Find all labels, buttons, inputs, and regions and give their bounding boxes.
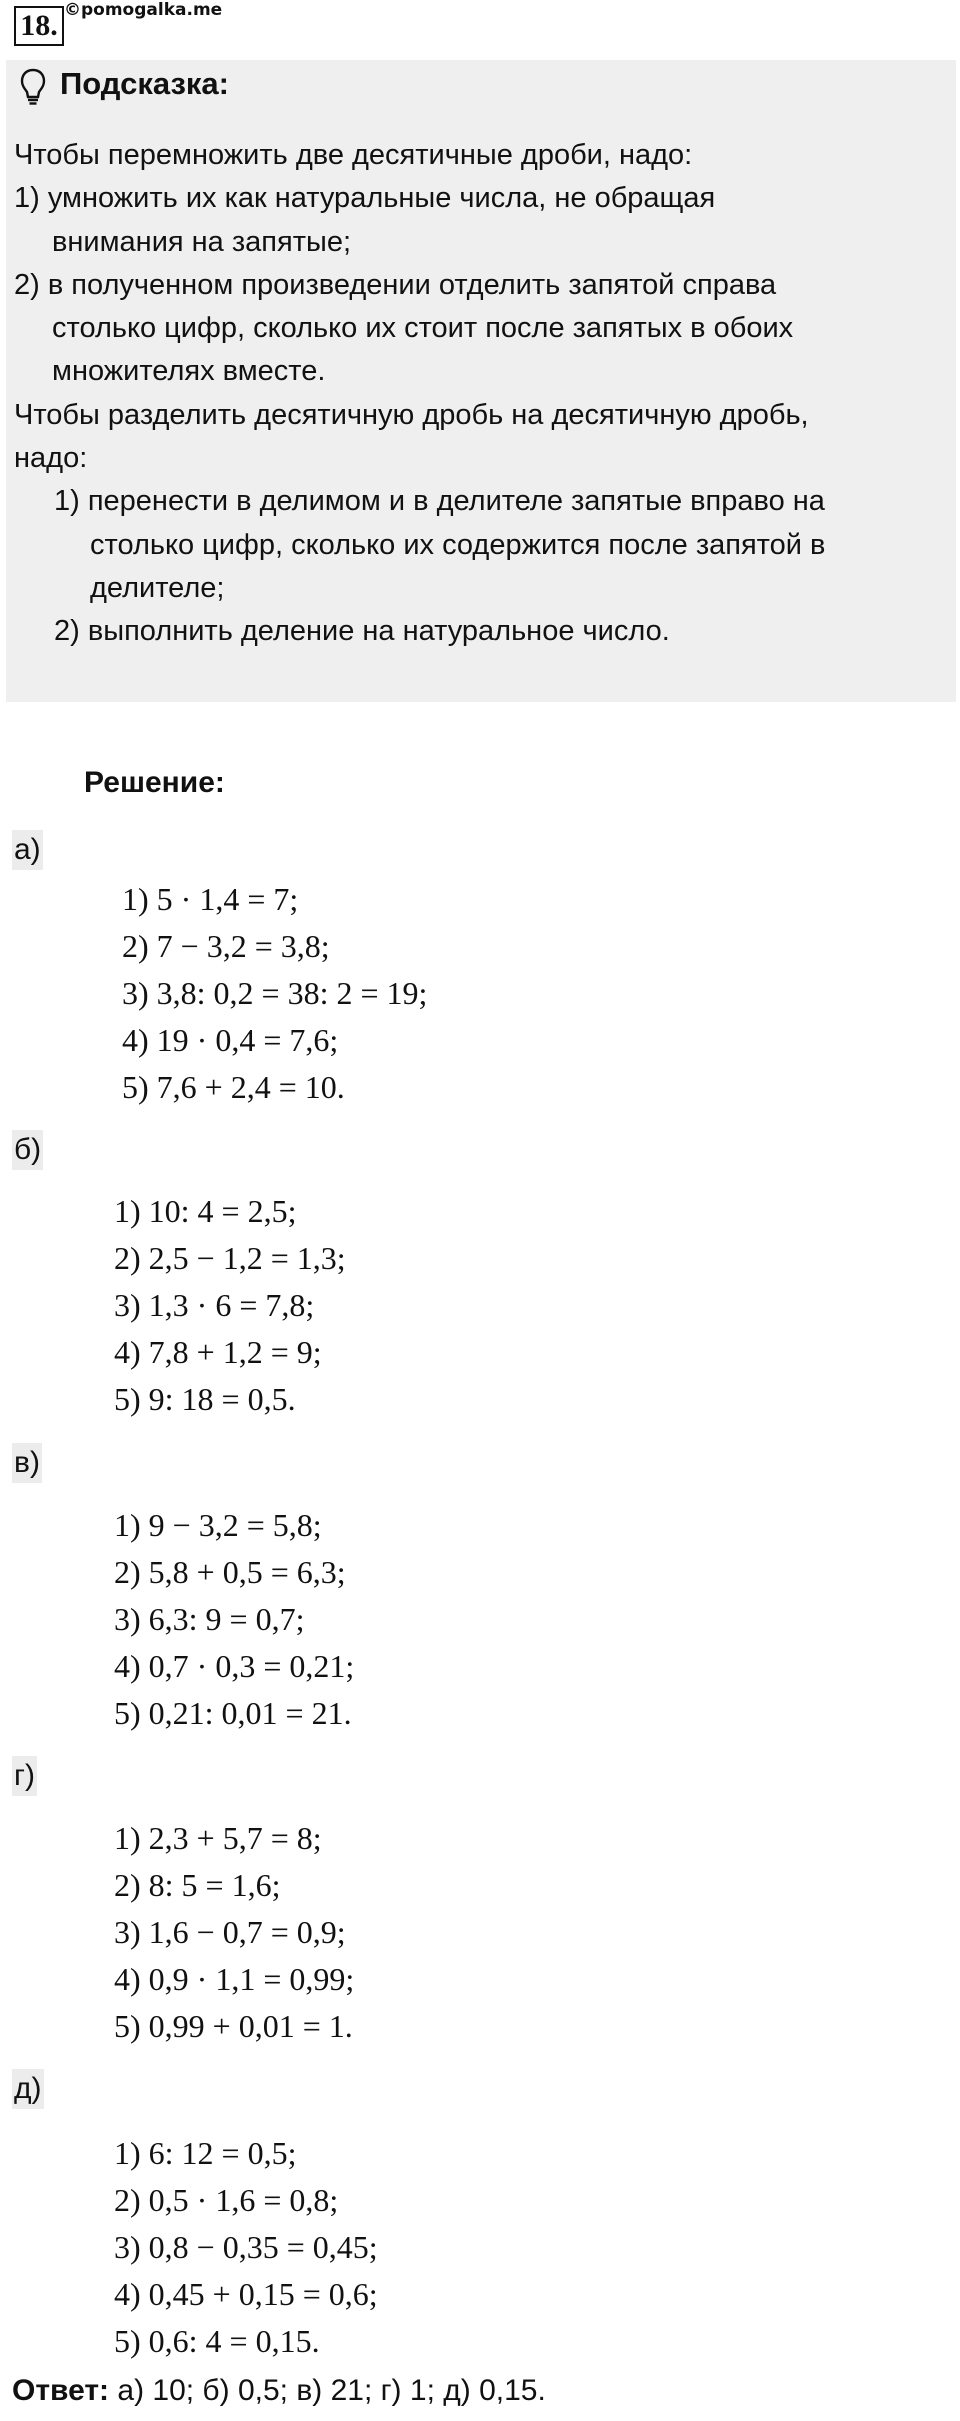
step: 2) 2,5 − 1,2 = 1,3;: [114, 1240, 346, 1276]
hint-line: Чтобы перемножить две десятичные дроби, надо:: [14, 139, 693, 171]
hint-line: 1) перенести в делимом и в делителе запятые вправо на: [54, 485, 825, 518]
part-label-a: а): [12, 830, 43, 870]
step: 4) 0,9 · 1,1 = 0,99;: [114, 1961, 355, 1997]
step: 4) 7,8 + 1,2 = 9;: [114, 1334, 322, 1370]
step: 5) 7,6 + 2,4 = 10.: [122, 1069, 345, 1105]
step: 3) 0,8 − 0,35 = 0,45;: [114, 2229, 378, 2265]
step: 3) 3,8: 0,2 = 38: 2 = 19;: [122, 975, 428, 1011]
answer: [12, 2374, 546, 2408]
hint-text: [14, 134, 944, 654]
part-label-b: б): [12, 1130, 43, 1170]
part-label-d: д): [12, 2069, 44, 2109]
hint-line: 1) умножить их как натуральные числа, не обращая: [14, 182, 716, 215]
part-label-g: г): [12, 1756, 37, 1796]
hint-line: Чтобы разделить десятичную дробь на десятичную дробь,: [14, 398, 809, 431]
step: 1) 5 · 1,4 = 7;: [122, 881, 299, 917]
hint-line: делителе;: [90, 571, 225, 604]
hint-line: множителях вместе.: [52, 355, 326, 388]
answer-text: а) 10; б) 0,5; в) 21; г) 1; д) 0,15.: [109, 2374, 546, 2407]
task-number: 18.: [14, 6, 64, 46]
step: 1) 6: 12 = 0,5;: [114, 2135, 297, 2171]
hint-line: внимания на запятые;: [52, 225, 352, 258]
step: 4) 19 · 0,4 = 7,6;: [122, 1022, 339, 1058]
hint-line: надо:: [14, 442, 88, 475]
hint-line: столько цифр, сколько их содержится после запятой в: [90, 528, 826, 561]
part-label-v: в): [12, 1443, 42, 1483]
step: 3) 6,3: 9 = 0,7;: [114, 1601, 305, 1637]
steps-v: [114, 1502, 354, 1737]
step: 3) 1,6 − 0,7 = 0,9;: [114, 1914, 346, 1950]
step: 2) 5,8 + 0,5 = 6,3;: [114, 1554, 346, 1590]
step: 5) 0,21: 0,01 = 21.: [114, 1695, 352, 1731]
step: 4) 0,45 + 0,15 = 0,6;: [114, 2276, 378, 2312]
steps-d: [114, 2130, 378, 2365]
solution-title: Решение:: [84, 766, 225, 799]
step: 4) 0,7 · 0,3 = 0,21;: [114, 1648, 355, 1684]
hint-line: 2) выполнить деление на натуральное число.: [54, 615, 670, 648]
step: 5) 0,6: 4 = 0,15.: [114, 2323, 320, 2359]
step: 2) 0,5 · 1,6 = 0,8;: [114, 2182, 339, 2218]
step: 1) 10: 4 = 2,5;: [114, 1193, 297, 1229]
hint-box: [6, 60, 956, 702]
watermark: ©pomogalka.me: [64, 0, 223, 20]
steps-a: [122, 876, 427, 1111]
step: 2) 8: 5 = 1,6;: [114, 1867, 281, 1903]
step: 1) 9 − 3,2 = 5,8;: [114, 1507, 322, 1543]
hint-line: 2) в полученном произведении отделить запятой справа: [14, 268, 777, 301]
steps-b: [114, 1188, 346, 1423]
hint-line: столько цифр, сколько их стоит после запятых в обоих: [52, 312, 794, 345]
step: 5) 0,99 + 0,01 = 1.: [114, 2008, 353, 2044]
step: 1) 2,3 + 5,7 = 8;: [114, 1820, 322, 1856]
answer-label: Ответ:: [12, 2374, 110, 2407]
step: 5) 9: 18 = 0,5.: [114, 1381, 296, 1417]
step: 3) 1,3 · 6 = 7,8;: [114, 1287, 315, 1323]
hint-title: Подсказка:: [60, 66, 229, 101]
lightbulb-icon: [20, 68, 46, 106]
step: 2) 7 − 3,2 = 3,8;: [122, 928, 330, 964]
steps-g: [114, 1815, 354, 2050]
